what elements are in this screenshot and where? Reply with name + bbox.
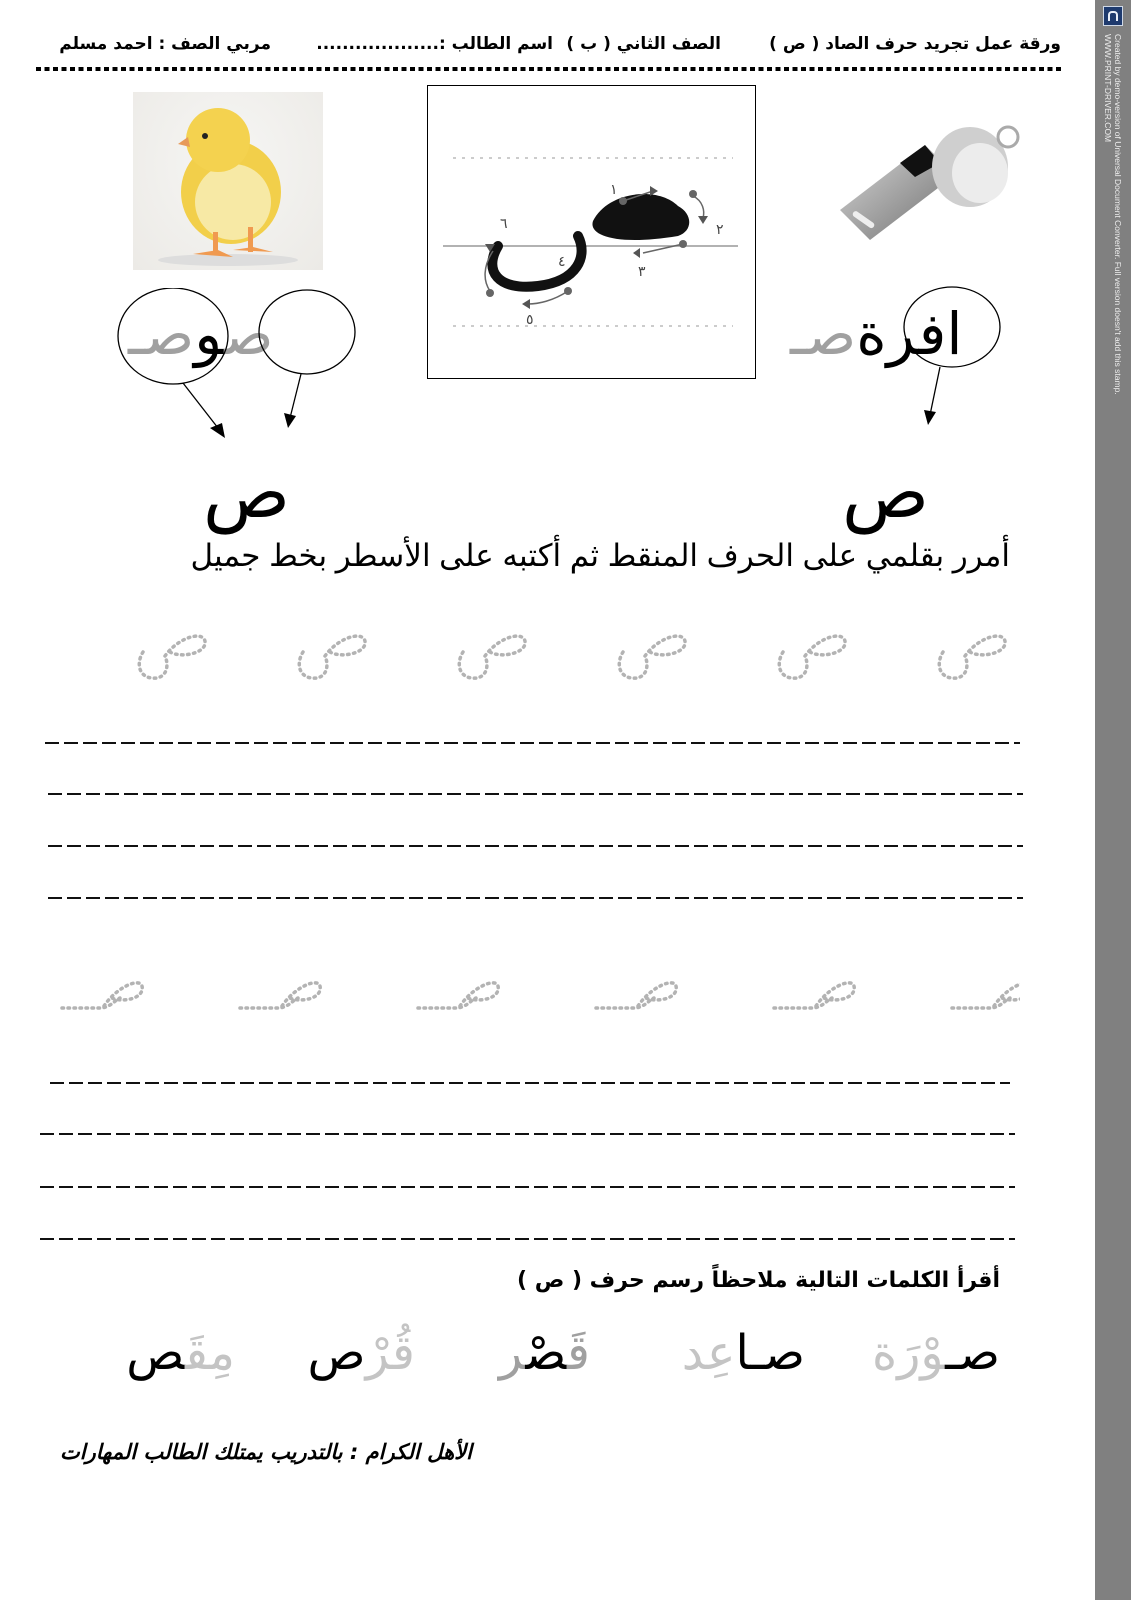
svg-text:١: ١: [610, 182, 618, 198]
highlight-circles-arrows-chick: [115, 288, 360, 448]
reading-word: صـوْرَة: [872, 1325, 1000, 1381]
writing-line[interactable]: [48, 845, 1023, 847]
reading-words: [110, 1325, 1000, 1405]
trace-row-initial: [0, 970, 1095, 1040]
worksheet-header: [36, 34, 1061, 62]
whistle-photo: [830, 115, 1020, 245]
writing-line[interactable]: [40, 1186, 1015, 1188]
reading-title: أقرأ الكلمات التالية ملاحظاً رسم حرف ( ص ): [517, 1268, 1000, 1293]
extracted-letter-chick: ص: [203, 450, 291, 534]
reading-word: مِقَص: [126, 1325, 235, 1381]
word-rest: افرة: [856, 300, 963, 368]
worksheet-title: ورقة عمل تجريد حرف الصاد ( ص ): [769, 34, 1061, 54]
chick-photo: [133, 92, 323, 270]
extracted-letter-whistle: ص: [842, 450, 930, 534]
highlight-circle-arrow-whistle: [900, 285, 1010, 430]
dotted-letter-traces: [135, 630, 1035, 700]
student-name-field: اسم الطالب :...................: [316, 34, 553, 54]
reading-word: صـاعِد: [681, 1325, 805, 1381]
svg-text:٢: ٢: [716, 222, 724, 238]
svg-text:٦: ٦: [500, 216, 508, 232]
parents-note: الأهل الكرام : بالتدريب يمتلك الطالب المهارات: [60, 1440, 472, 1464]
writing-line[interactable]: [48, 897, 1023, 899]
tracing-instruction: أمرر بقلمي على الحرف المنقط ثم أكتبه على الأسطر بخط جميل: [190, 538, 1010, 573]
writing-line[interactable]: [45, 742, 1020, 744]
writing-line[interactable]: [40, 1133, 1015, 1135]
grade-label: الصف الثاني ( ب ): [566, 34, 721, 54]
svg-text:٤: ٤: [558, 254, 566, 270]
converter-logo-icon: [1103, 6, 1123, 26]
teacher-label: مربي الصف : احمد مسلم: [59, 34, 271, 54]
stamp-text: Created by demo-version of Universal Document Converter. Full version doesn't add this stamp. WWW.PRINT-DRIVER.COM: [1103, 34, 1123, 395]
word-middle: و: [194, 300, 225, 368]
reading-word: قُرْص: [307, 1325, 415, 1381]
highlighted-letter: صـ: [790, 300, 857, 368]
dotted-letter-traces-initial: [60, 970, 1020, 1020]
writing-line[interactable]: [48, 793, 1023, 795]
header-dotted-divider: [36, 67, 1064, 71]
svg-text:٣: ٣: [638, 264, 646, 280]
highlighted-letter-start: صـ: [128, 300, 195, 368]
reading-word: قَصْر: [498, 1325, 590, 1381]
writing-line[interactable]: [40, 1238, 1015, 1240]
trace-row-isolated: [0, 630, 1095, 700]
writing-line[interactable]: [50, 1082, 1010, 1084]
highlighted-letter-end: ص: [224, 300, 274, 368]
converter-stamp: [1095, 0, 1131, 1600]
svg-text:٥: ٥: [526, 312, 534, 328]
stroke-order-diagram: [427, 85, 756, 379]
